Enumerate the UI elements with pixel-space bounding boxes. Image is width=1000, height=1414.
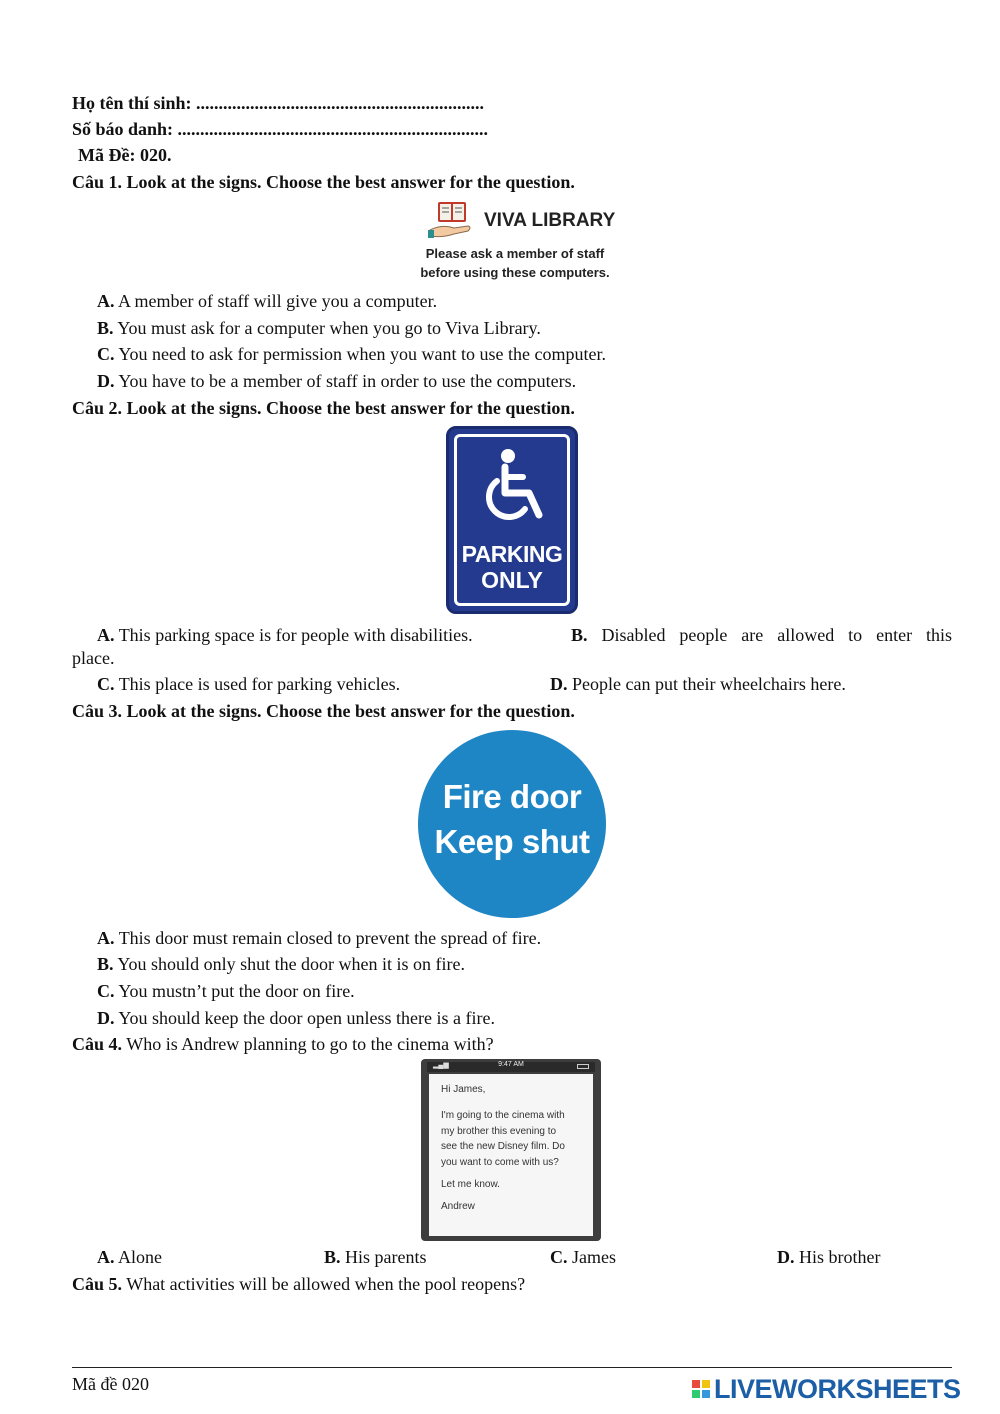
- option-letter: B.: [324, 1247, 341, 1267]
- logo-mark-icon: [692, 1380, 710, 1398]
- message-body-line: my brother this evening to: [441, 1126, 557, 1137]
- battery-icon: [577, 1064, 589, 1069]
- footer-exam-code: Mã đề 020: [72, 1374, 149, 1394]
- option-text: You should keep the door open unless there is a fire.: [118, 1008, 495, 1028]
- q1-option-c[interactable]: [97, 343, 606, 365]
- question-2: [72, 397, 575, 419]
- question-3: [72, 700, 575, 722]
- option-letter: D.: [777, 1247, 795, 1267]
- option-text: You have to be a member of staff in order to use the computers.: [118, 371, 577, 391]
- q1-option-d[interactable]: [97, 370, 576, 392]
- logo-text: LIVEWORKSHEETS: [714, 1374, 961, 1404]
- q2-option-b[interactable]: [571, 624, 952, 646]
- option-letter: C.: [97, 674, 115, 694]
- option-letter: A.: [97, 1247, 115, 1267]
- message-body-line: see the new Disney film. Do: [441, 1141, 565, 1152]
- option-letter: B.: [97, 318, 114, 338]
- phone-signal-icon: ▂▄▆: [433, 1062, 449, 1069]
- option-letter: B.: [571, 625, 588, 645]
- option-letter: A.: [97, 928, 115, 948]
- question-prompt: Look at the signs. Choose the best answer for the question.: [126, 701, 575, 721]
- q2-option-b-continued: [72, 647, 114, 669]
- option-letter: C.: [97, 981, 115, 1001]
- parking-sign-line2: ONLY: [481, 567, 543, 593]
- message-signature: Andrew: [441, 1201, 475, 1212]
- option-letter: C.: [97, 344, 115, 364]
- question-4: [72, 1033, 494, 1055]
- question-number: Câu 4.: [72, 1034, 123, 1054]
- q2-option-a[interactable]: [97, 624, 473, 646]
- option-text: place.: [72, 648, 115, 668]
- question-number: Câu 2.: [72, 398, 123, 418]
- question-number: Câu 1.: [72, 172, 123, 192]
- fire-door-sign-line2: Keep shut: [434, 823, 590, 860]
- option-text: James: [572, 1247, 616, 1267]
- q4-option-c[interactable]: [550, 1246, 616, 1268]
- option-text: You should only shut the door when it is on fire.: [117, 954, 466, 974]
- option-letter: B.: [97, 954, 114, 974]
- phone-screenshot: [421, 1059, 601, 1241]
- option-letter: A.: [97, 291, 115, 311]
- question-prompt: What activities will be allowed when the pool reopens?: [126, 1274, 526, 1294]
- option-text: A member of staff will give you a computer.: [118, 291, 438, 311]
- option-text: This door must remain closed to prevent the spread of fire.: [118, 928, 542, 948]
- message-body-line: you want to come with us?: [441, 1157, 559, 1168]
- phone-time: 9:47 AM: [498, 1061, 524, 1068]
- question-prompt: Who is Andrew planning to go to the cinema with?: [126, 1034, 494, 1054]
- fire-door-sign: [418, 730, 606, 918]
- q3-option-c[interactable]: [97, 980, 355, 1002]
- option-letter: A.: [97, 625, 115, 645]
- library-sign: [400, 196, 630, 286]
- option-text: This parking space is for people with disabilities.: [118, 625, 473, 645]
- option-text: People can put their wheelchairs here.: [572, 674, 846, 694]
- library-sign-line2: before using these computers.: [420, 265, 610, 280]
- option-text: You need to ask for permission when you want to use the computer.: [118, 344, 606, 364]
- option-letter: D.: [97, 1008, 115, 1028]
- q3-option-d[interactable]: [97, 1007, 495, 1029]
- question-5: [72, 1273, 525, 1295]
- option-letter: D.: [97, 371, 115, 391]
- option-text: You must ask for a computer when you go to Viva Library.: [117, 318, 541, 338]
- option-letter: C.: [550, 1247, 568, 1267]
- liveworksheets-logo[interactable]: [692, 1374, 992, 1404]
- option-text: His parents: [345, 1247, 427, 1267]
- q3-option-a[interactable]: [97, 927, 541, 949]
- q1-option-a[interactable]: [97, 290, 437, 312]
- q2-option-d[interactable]: [550, 673, 846, 695]
- question-1: [72, 171, 575, 193]
- option-text: Disabled people are allowed to enter this: [601, 625, 953, 645]
- footer-divider: [72, 1367, 952, 1368]
- message-greeting: Hi James,: [441, 1084, 486, 1095]
- parking-sign: [446, 426, 578, 614]
- q4-option-a[interactable]: [97, 1246, 162, 1268]
- wheelchair-icon: [475, 447, 555, 527]
- parking-sign-line1: PARKING: [461, 541, 563, 567]
- message-body-line: I'm going to the cinema with: [441, 1110, 565, 1121]
- book-hand-icon: [428, 200, 476, 244]
- q3-option-b[interactable]: [97, 953, 465, 975]
- message-closing: Let me know.: [441, 1179, 500, 1190]
- candidate-id-field: Số báo danh: .....................................................................: [72, 119, 489, 139]
- library-sign-title: VIVA LIBRARY: [484, 210, 616, 231]
- q2-option-c[interactable]: [97, 673, 400, 695]
- fire-door-sign-line1: Fire door: [442, 778, 582, 815]
- option-text: This place is used for parking vehicles.: [118, 674, 401, 694]
- library-sign-line1: Please ask a member of staff: [425, 246, 605, 261]
- question-prompt: Look at the signs. Choose the best answer for the question.: [126, 398, 575, 418]
- question-number: Câu 5.: [72, 1274, 123, 1294]
- option-text: Alone: [118, 1247, 163, 1267]
- option-text: You mustn’t put the door on fire.: [118, 981, 355, 1001]
- candidate-name-field: Họ tên thí sinh: ................................................................: [72, 93, 485, 113]
- phone-status-bar: [427, 1062, 595, 1072]
- q4-option-b[interactable]: [324, 1246, 427, 1268]
- option-letter: D.: [550, 674, 568, 694]
- q4-option-d[interactable]: [777, 1246, 880, 1268]
- option-text: His brother: [799, 1247, 881, 1267]
- q1-option-b[interactable]: [97, 317, 541, 339]
- question-prompt: Look at the signs. Choose the best answer for the question.: [126, 172, 575, 192]
- exam-code: Mã Đề: 020.: [78, 145, 172, 165]
- phone-screen: [429, 1074, 593, 1236]
- question-number: Câu 3.: [72, 701, 123, 721]
